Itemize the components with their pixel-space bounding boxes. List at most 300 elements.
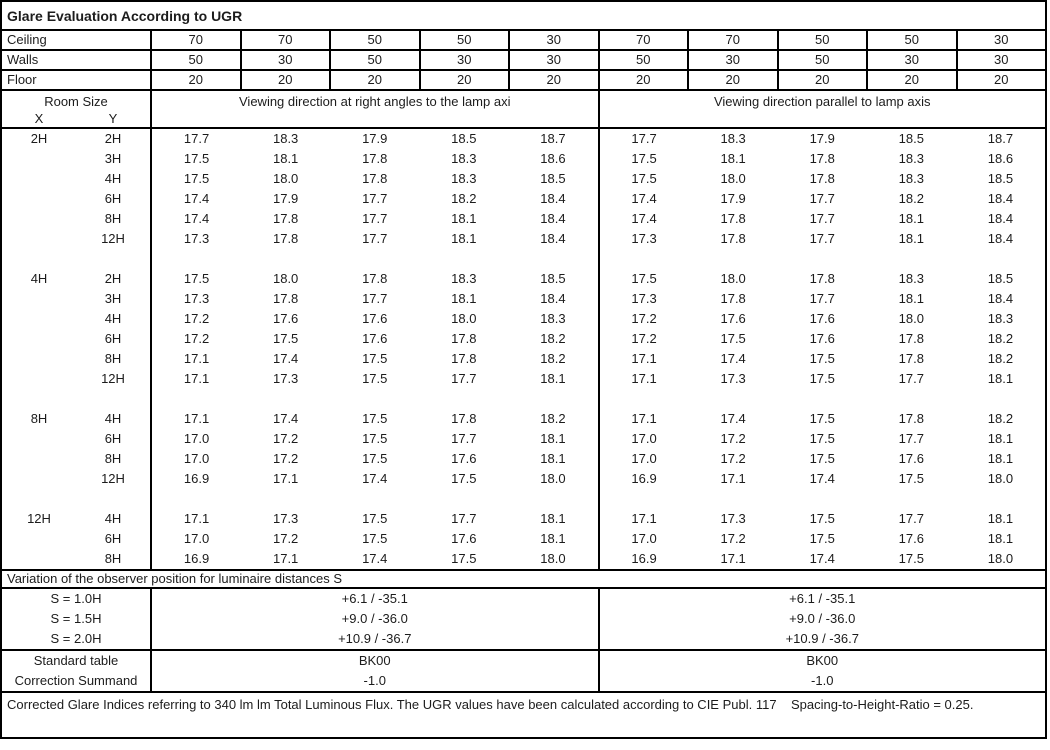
- ugr-value: [778, 389, 867, 409]
- ugr-value: 18.1: [540, 531, 566, 546]
- table-row: [2, 549, 1045, 569]
- reflectance-value: 70: [242, 31, 332, 49]
- ugr-value: 18.5: [540, 271, 566, 286]
- ugr-value: 18.3: [987, 311, 1014, 326]
- ugr-value: [600, 489, 689, 509]
- ugr-value: 17.0: [183, 431, 210, 446]
- ugr-value: 17.8: [898, 411, 924, 426]
- ugr-value: [689, 389, 778, 409]
- ugr-value: 17.8: [809, 271, 835, 286]
- room-size-labels: [2, 289, 152, 309]
- ugr-value: 18.2: [987, 351, 1014, 366]
- room-y-label: 4H: [104, 311, 122, 326]
- observer-distance-row-label: S = 1.0H: [2, 589, 152, 609]
- left-values: [152, 289, 600, 309]
- ugr-value: 18.1: [451, 211, 477, 226]
- room-y-label: 2H: [104, 131, 122, 146]
- ugr-value: 17.6: [362, 311, 388, 326]
- room-size-labels: [2, 529, 152, 549]
- y-axis-label: Y: [108, 111, 118, 126]
- surface-row-floor: [2, 71, 1045, 91]
- room-size-labels: [2, 469, 152, 489]
- xy-axis-labels: [2, 109, 150, 126]
- left-values: [152, 509, 600, 529]
- room-x-label: 4H: [30, 271, 48, 286]
- room-x-label: [2, 189, 76, 209]
- left-values: [152, 189, 600, 209]
- reflectance-value: 30: [421, 51, 511, 69]
- room-size-label: Room Size: [44, 94, 108, 109]
- ugr-value: 17.4: [720, 351, 746, 366]
- standard-row: [2, 651, 1045, 671]
- ugr-value: 17.7: [898, 511, 924, 526]
- room-size-labels: [2, 249, 152, 269]
- ugr-value: 17.7: [451, 431, 477, 446]
- ugr-value: 17.7: [898, 371, 924, 386]
- left-values: [152, 549, 600, 569]
- ugr-value: 17.1: [183, 411, 210, 426]
- ugr-value: 18.0: [720, 171, 746, 186]
- ugr-value: [419, 249, 508, 269]
- room-size-labels: [2, 389, 152, 409]
- table-row: [2, 469, 1045, 489]
- ugr-value: 18.3: [451, 151, 477, 166]
- ugr-value: 17.1: [183, 371, 210, 386]
- ugr-value: 17.5: [362, 351, 388, 366]
- ugr-value: 17.9: [809, 131, 835, 146]
- reflectance-value: 20: [510, 71, 600, 89]
- ugr-value: 17.5: [183, 151, 210, 166]
- ugr-value: 18.5: [451, 131, 477, 146]
- ugr-value: 17.7: [809, 231, 835, 246]
- ugr-value: 17.2: [720, 531, 746, 546]
- ugr-value: 17.1: [720, 551, 746, 566]
- room-x-label: [2, 489, 76, 509]
- ugr-value: 18.3: [272, 131, 299, 146]
- room-y-label: [76, 389, 150, 409]
- surface-label: Walls: [2, 51, 152, 69]
- ugr-value: 17.6: [451, 451, 477, 466]
- ugr-value: 17.5: [898, 551, 924, 566]
- room-x-label: [2, 429, 76, 449]
- ugr-value: 18.2: [987, 331, 1014, 346]
- surface-row-ceiling: [2, 31, 1045, 51]
- surface-label: Ceiling: [2, 31, 152, 49]
- ugr-value: 17.4: [362, 471, 388, 486]
- table-row: [2, 129, 1045, 149]
- left-values: [152, 169, 600, 189]
- table-row: [2, 289, 1045, 309]
- ugr-value: 17.2: [183, 331, 210, 346]
- room-y-label: 8H: [104, 551, 122, 566]
- ugr-value: 17.5: [809, 531, 835, 546]
- ugr-value: 17.3: [183, 231, 210, 246]
- table-row: [2, 169, 1045, 189]
- ugr-value: 18.7: [987, 131, 1014, 146]
- right-values: [600, 349, 1046, 369]
- room-x-label: [2, 149, 76, 169]
- room-size-labels: [2, 449, 152, 469]
- left-values: [152, 229, 600, 249]
- reflectance-value: 50: [152, 51, 242, 69]
- reflectance-value: 20: [779, 71, 869, 89]
- ugr-value: 17.5: [183, 171, 210, 186]
- ugr-value: 17.7: [451, 511, 477, 526]
- table-row: [2, 529, 1045, 549]
- room-size-labels: [2, 169, 152, 189]
- left-values: [152, 209, 600, 229]
- ugr-value: 18.0: [272, 271, 299, 286]
- ugr-value: 17.9: [272, 191, 299, 206]
- surface-label: Floor: [2, 71, 152, 89]
- reflectance-value: 20: [152, 71, 242, 89]
- ugr-value: 17.5: [183, 271, 210, 286]
- reflectance-value: 20: [242, 71, 332, 89]
- right-values: [600, 289, 1046, 309]
- ugr-value: 18.3: [720, 131, 746, 146]
- room-y-label: 4H: [104, 511, 122, 526]
- ugr-value: 18.1: [540, 511, 566, 526]
- room-y-label: [76, 489, 150, 509]
- room-size-labels: [2, 269, 152, 289]
- ugr-value: 17.1: [720, 471, 746, 486]
- ugr-value: 18.4: [987, 231, 1014, 246]
- ugr-value: 17.1: [183, 511, 210, 526]
- observer-distance-row-label: S = 1.5H: [2, 609, 152, 629]
- ugr-value: 17.8: [898, 331, 924, 346]
- ugr-value: 17.7: [898, 431, 924, 446]
- ugr-value: 18.2: [540, 351, 566, 366]
- ugr-value: 18.7: [540, 131, 566, 146]
- ugr-value: 17.8: [362, 151, 388, 166]
- ugr-value: 18.4: [540, 191, 566, 206]
- ugr-value: 17.5: [272, 331, 299, 346]
- surface-reflectance-rows: [2, 31, 1045, 91]
- ugr-value: [867, 389, 956, 409]
- ugr-value: 17.8: [362, 271, 388, 286]
- ugr-value: 18.0: [898, 311, 924, 326]
- standard-row-label: Standard table: [2, 651, 152, 671]
- ugr-value: [689, 249, 778, 269]
- ugr-value: [600, 249, 689, 269]
- room-x-label: 12H: [27, 511, 51, 526]
- room-size-labels: [2, 209, 152, 229]
- right-values: [600, 329, 1046, 349]
- table-row: [2, 449, 1045, 469]
- room-x-label: [2, 529, 76, 549]
- right-values: [600, 489, 1046, 509]
- ugr-value: 18.1: [451, 291, 477, 306]
- room-size-labels: [2, 409, 152, 429]
- room-size-labels: [2, 549, 152, 569]
- left-values: [152, 249, 600, 269]
- ugr-value: 18.1: [987, 511, 1014, 526]
- ugr-value: 18.1: [898, 231, 924, 246]
- left-values: [152, 129, 600, 149]
- reflectance-value: 30: [510, 51, 600, 69]
- ugr-value: 16.9: [183, 551, 210, 566]
- ugr-value: 17.1: [272, 551, 299, 566]
- ugr-value: 17.5: [362, 451, 388, 466]
- right-values: [600, 169, 1046, 189]
- ugr-value: [689, 489, 778, 509]
- ugr-value: 17.2: [183, 311, 210, 326]
- ugr-value: 17.6: [898, 531, 924, 546]
- ugr-value: 17.8: [809, 151, 835, 166]
- reflectance-value: 30: [242, 51, 332, 69]
- ugr-value: 18.0: [987, 551, 1014, 566]
- ugr-value: 17.5: [809, 451, 835, 466]
- table-row: [2, 249, 1045, 269]
- standard-row: [2, 671, 1045, 691]
- ugr-value: 17.5: [631, 171, 657, 186]
- room-size-labels: [2, 229, 152, 249]
- room-size-labels: [2, 369, 152, 389]
- ugr-value: 17.8: [272, 211, 299, 226]
- room-y-label: 4H: [104, 171, 122, 186]
- ugr-value: 18.1: [987, 451, 1014, 466]
- left-values: [152, 429, 600, 449]
- table-row: [2, 389, 1045, 409]
- right-values: [600, 429, 1046, 449]
- ugr-value: 17.4: [272, 411, 299, 426]
- surface-row-walls: [2, 51, 1045, 71]
- ugr-value: 18.2: [987, 411, 1014, 426]
- table-row: [2, 229, 1045, 249]
- ugr-value: 18.2: [451, 191, 477, 206]
- ugr-value: 18.2: [540, 411, 566, 426]
- reflectance-value: 30: [689, 51, 779, 69]
- variation-heading: Variation of the observer position for luminaire distances S: [2, 571, 1045, 589]
- ugr-value: [508, 489, 597, 509]
- observer-distance-row-left-value: +6.1 / -35.1: [152, 589, 600, 609]
- table-row: [2, 269, 1045, 289]
- ugr-value: 18.1: [540, 451, 566, 466]
- ugr-value: 18.0: [540, 471, 566, 486]
- ugr-value: 17.8: [898, 351, 924, 366]
- room-size-labels: [2, 489, 152, 509]
- reflectance-value: 50: [331, 51, 421, 69]
- reflectance-value: 20: [421, 71, 511, 89]
- ugr-value: 17.5: [362, 371, 388, 386]
- ugr-value: 17.8: [272, 231, 299, 246]
- ugr-value: 18.3: [898, 151, 924, 166]
- right-values: [600, 389, 1046, 409]
- ugr-value: 18.1: [987, 371, 1014, 386]
- reflectance-value: 50: [600, 51, 690, 69]
- room-y-label: 6H: [104, 431, 122, 446]
- table-row: [2, 329, 1045, 349]
- room-size-labels: [2, 309, 152, 329]
- left-values: [152, 329, 600, 349]
- reflectance-value: 50: [868, 31, 958, 49]
- observer-distance-row-right-value: +9.0 / -36.0: [789, 611, 856, 626]
- ugr-value: 18.5: [987, 171, 1014, 186]
- room-x-label: [2, 369, 76, 389]
- observer-distance-row-left-value: +10.9 / -36.7: [152, 629, 600, 649]
- reflectance-value: 20: [994, 72, 1009, 87]
- ugr-value: [241, 249, 330, 269]
- right-values: [600, 369, 1046, 389]
- ugr-value: 17.2: [272, 451, 299, 466]
- left-values: [152, 529, 600, 549]
- ugr-value: 17.3: [631, 291, 657, 306]
- ugr-value: 17.2: [272, 531, 299, 546]
- left-values: [152, 269, 600, 289]
- ugr-value: 18.4: [987, 191, 1014, 206]
- ugr-value: [152, 489, 241, 509]
- room-y-label: 2H: [104, 271, 122, 286]
- ugr-value: 17.5: [362, 431, 388, 446]
- right-values: [600, 469, 1046, 489]
- reflectance-value: 50: [779, 51, 869, 69]
- ugr-value: 18.4: [987, 211, 1014, 226]
- reflectance-value: 70: [152, 31, 242, 49]
- ugr-value: 17.5: [809, 511, 835, 526]
- room-y-label: 12H: [101, 371, 125, 386]
- ugr-value: 17.8: [272, 291, 299, 306]
- ugr-value: 17.6: [451, 531, 477, 546]
- left-values: [152, 349, 600, 369]
- ugr-value: 17.5: [898, 471, 924, 486]
- ugr-value: 18.6: [987, 151, 1014, 166]
- room-y-label: 6H: [104, 191, 122, 206]
- ugr-value: 17.4: [362, 551, 388, 566]
- room-size-header: [2, 91, 152, 127]
- table-row: [2, 349, 1045, 369]
- reflectance-value: 70: [600, 31, 690, 49]
- table-row: [2, 369, 1045, 389]
- room-x-label: [2, 469, 76, 489]
- room-y-label: 3H: [104, 291, 122, 306]
- ugr-value: 17.7: [809, 291, 835, 306]
- room-size-labels: [2, 189, 152, 209]
- ugr-value: 17.7: [183, 131, 210, 146]
- ugr-value: 17.2: [720, 431, 746, 446]
- ugr-value: 17.4: [631, 191, 657, 206]
- table-row: [2, 209, 1045, 229]
- left-values: [152, 309, 600, 329]
- ugr-value: 17.1: [631, 511, 657, 526]
- table-row: [2, 489, 1045, 509]
- right-values: [600, 269, 1046, 289]
- ugr-value: 17.3: [183, 291, 210, 306]
- reflectance-value: 50: [421, 31, 511, 49]
- left-values: [152, 469, 600, 489]
- right-values: [600, 189, 1046, 209]
- standard-row-left-value: BK00: [152, 651, 600, 671]
- ugr-value: 17.0: [631, 451, 657, 466]
- ugr-value: 18.5: [540, 171, 566, 186]
- ugr-value: [867, 489, 956, 509]
- room-x-label: [2, 309, 76, 329]
- ugr-value: 17.4: [183, 211, 210, 226]
- ugr-value: 17.8: [451, 351, 477, 366]
- ugr-value: 18.0: [987, 471, 1014, 486]
- ugr-value: 17.5: [809, 431, 835, 446]
- room-x-label: [2, 169, 76, 189]
- room-x-label: [2, 389, 76, 409]
- ugr-value: 18.0: [720, 271, 746, 286]
- ugr-value: 17.2: [631, 331, 657, 346]
- room-x-label: [2, 349, 76, 369]
- ugr-value: 17.7: [631, 131, 657, 146]
- ugr-value: 17.5: [809, 411, 835, 426]
- room-size-labels: [2, 129, 152, 149]
- table-row: [2, 409, 1045, 429]
- right-values: [600, 149, 1046, 169]
- ugr-value: 17.1: [272, 471, 299, 486]
- reflectance-value: 30: [994, 32, 1009, 47]
- ugr-value: 17.2: [272, 431, 299, 446]
- room-size-labels: [2, 509, 152, 529]
- reflectance-value: 70: [689, 31, 779, 49]
- ugr-value: 17.3: [272, 511, 299, 526]
- right-values: [600, 549, 1046, 569]
- ugr-value: [241, 489, 330, 509]
- table-row: [2, 429, 1045, 449]
- ugr-value: [508, 249, 597, 269]
- left-values: [152, 449, 600, 469]
- ugr-value: 17.3: [272, 371, 299, 386]
- right-values: [600, 529, 1046, 549]
- ugr-value: 17.4: [183, 191, 210, 206]
- ugr-value: 18.3: [451, 271, 477, 286]
- ugr-value: 17.6: [362, 331, 388, 346]
- ugr-value: 17.8: [720, 211, 746, 226]
- ugr-value: 17.0: [183, 531, 210, 546]
- room-x-label: [2, 289, 76, 309]
- ugr-value: 17.2: [720, 451, 746, 466]
- ugr-value: 17.6: [272, 311, 299, 326]
- ugr-value: 17.7: [362, 291, 388, 306]
- room-y-label: 6H: [104, 331, 122, 346]
- ugr-value: 18.1: [720, 151, 746, 166]
- ugr-value: 17.8: [809, 171, 835, 186]
- observer-distance-row-label: S = 2.0H: [2, 629, 152, 649]
- observer-distance-row-right-value: +6.1 / -35.1: [789, 591, 856, 606]
- ugr-value: 17.7: [362, 231, 388, 246]
- room-x-label: [2, 249, 76, 269]
- table-header-row: [2, 91, 1045, 129]
- right-values: [600, 249, 1046, 269]
- room-y-label: 12H: [101, 471, 125, 486]
- ugr-value: 17.9: [362, 131, 388, 146]
- ugr-value: 17.5: [362, 411, 388, 426]
- room-y-label: 8H: [104, 351, 122, 366]
- ugr-value: 18.4: [540, 231, 566, 246]
- left-values: [152, 149, 600, 169]
- ugr-value: 17.1: [631, 411, 657, 426]
- ugr-value: 17.6: [720, 311, 746, 326]
- reflectance-value: 50: [331, 31, 421, 49]
- ugr-value: 17.7: [362, 211, 388, 226]
- reflectance-value: 30: [510, 31, 600, 49]
- ugr-value: 16.9: [631, 471, 657, 486]
- ugr-value: 17.3: [720, 511, 746, 526]
- room-x-label: 8H: [30, 411, 48, 426]
- ugr-value: 17.8: [451, 331, 477, 346]
- standard-row-label: Correction Summand: [2, 671, 152, 691]
- standard-table-rows: [2, 651, 1045, 693]
- reflectance-value: 30: [994, 52, 1009, 67]
- room-size-labels: [2, 149, 152, 169]
- ugr-value: 17.5: [631, 151, 657, 166]
- ugr-value: 17.8: [362, 171, 388, 186]
- ugr-value: 17.4: [272, 351, 299, 366]
- table-title: Glare Evaluation According to UGR: [2, 2, 1045, 31]
- ugr-value: 18.2: [540, 331, 566, 346]
